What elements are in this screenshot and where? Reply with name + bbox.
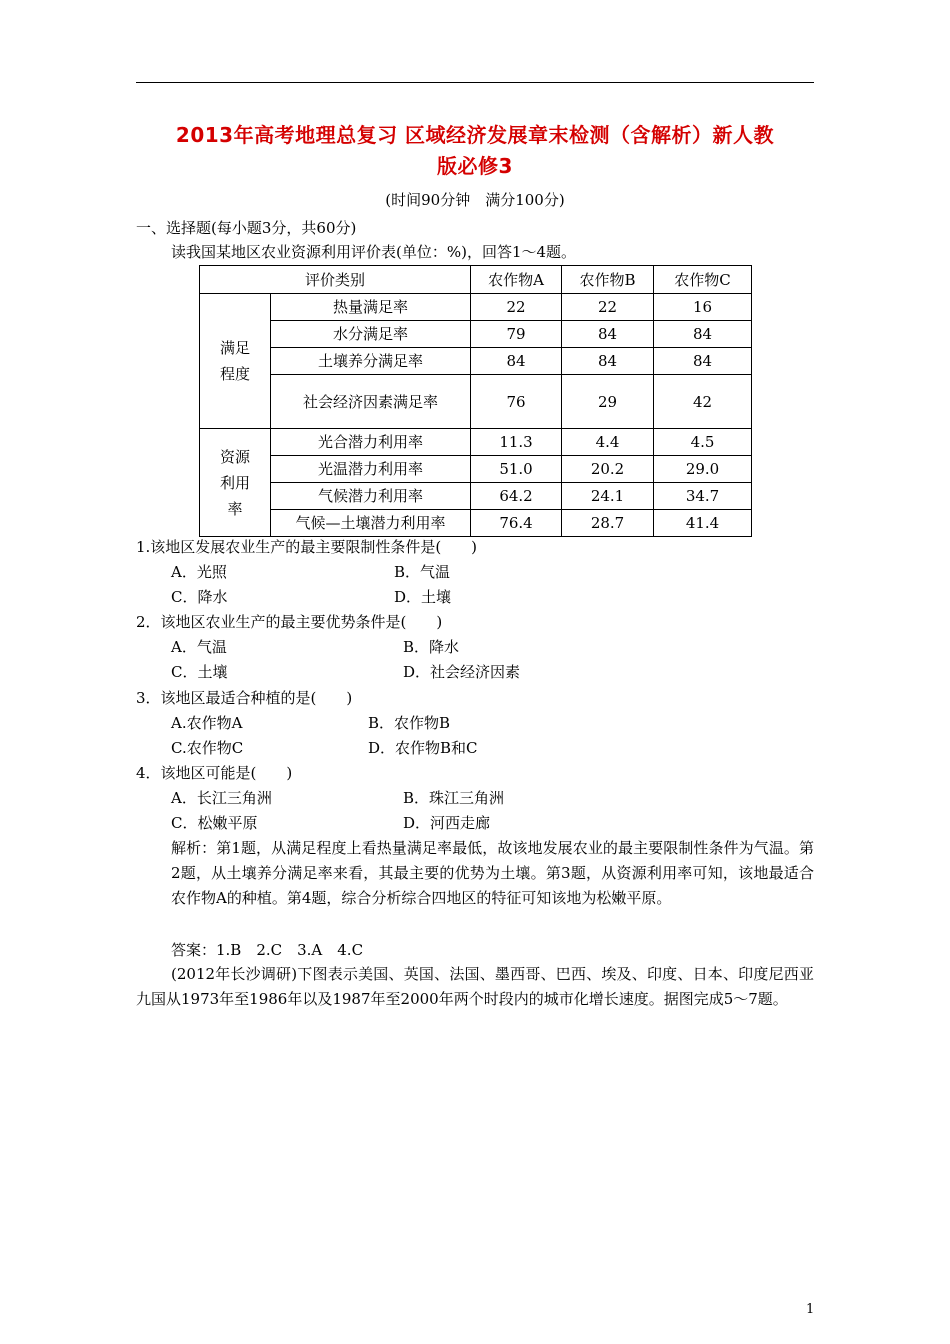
cell-value: 51.0 <box>471 456 562 483</box>
header-rule <box>136 82 814 83</box>
question-1-option-b: B．气温 <box>394 563 451 581</box>
question-3-option-d: D．农作物B和C <box>368 739 478 757</box>
page-number: 1 <box>806 1302 815 1317</box>
question-2-option-c: C．土壤 <box>171 663 228 681</box>
table-row <box>200 348 752 375</box>
question-4-option-c: C．松嫩平原 <box>171 814 258 832</box>
question-3-option-a: A.农作物A <box>171 714 243 732</box>
row-label: 气候—土壤潜力利用率 <box>271 510 471 537</box>
table-header-row <box>200 266 752 294</box>
cell-value: 42 <box>654 375 752 429</box>
question-3-stem: 3．该地区最适合种植的是( ) <box>136 689 353 707</box>
table-row <box>200 321 752 348</box>
row-label: 热量满足率 <box>271 294 471 321</box>
document-title-line-2: 版必修3 <box>437 154 513 178</box>
question-1-option-a: A．光照 <box>171 563 227 581</box>
row-label: 水分满足率 <box>271 321 471 348</box>
table-row <box>200 294 752 321</box>
question-2-option-b: B．降水 <box>403 638 460 656</box>
group-label-satisfaction-text: 满足程度 <box>219 339 250 383</box>
cell-value: 24.1 <box>562 483 654 510</box>
group-label-utilization-text: 资源利用率 <box>219 447 250 518</box>
question-1-option-c: C．降水 <box>171 588 228 606</box>
group-label-utilization <box>200 429 271 537</box>
cell-value: 76.4 <box>471 510 562 537</box>
cell-value: 4.5 <box>654 429 752 456</box>
cell-value: 22 <box>471 294 562 321</box>
cell-value: 34.7 <box>654 483 752 510</box>
row-label: 气候潜力利用率 <box>271 483 471 510</box>
header-crop-b: 农作物B <box>562 266 654 294</box>
cell-value: 84 <box>654 348 752 375</box>
question-4-stem: 4．该地区可能是( ) <box>136 764 293 782</box>
cell-value: 84 <box>471 348 562 375</box>
cell-value: 11.3 <box>471 429 562 456</box>
answer-key: 答案：1.B 2.C 3.A 4.C <box>171 941 364 959</box>
cell-value: 41.4 <box>654 510 752 537</box>
row-label: 土壤养分满足率 <box>271 348 471 375</box>
next-question-intro <box>136 962 814 1012</box>
table-row <box>200 375 752 429</box>
analysis-text: 解析：第1题，从满足程度上看热量满足率最低，故该地发展农业的最主要限制性条件为气温。第2题，从土壤养分满足率来看，其最主要的优势为土壤。第3题，从资源利用率可知，该地最适合农作物A的种植。第4题，综合分析综合四地区的特征可知该地为松嫩平原。 <box>171 839 814 907</box>
agri-resource-table <box>199 265 752 537</box>
cell-value: 76 <box>471 375 562 429</box>
cell-value: 84 <box>654 321 752 348</box>
question-4-option-d: D．河西走廊 <box>403 814 491 832</box>
header-crop-a: 农作物A <box>471 266 562 294</box>
section-heading-choice: 一、选择题(每小题3分，共60分) <box>136 219 357 237</box>
cell-value: 84 <box>562 348 654 375</box>
question-2-stem: 2．该地区农业生产的最主要优势条件是( ) <box>136 613 443 631</box>
question-4-option-a: A．长江三角洲 <box>171 789 272 807</box>
cell-value: 4.4 <box>562 429 654 456</box>
table-row <box>200 456 752 483</box>
cell-value: 20.2 <box>562 456 654 483</box>
question-1-option-d: D．土壤 <box>394 588 452 606</box>
cell-value: 22 <box>562 294 654 321</box>
question-3-option-b: B．农作物B <box>368 714 451 732</box>
question-2-option-d: D．社会经济因素 <box>403 663 521 681</box>
question-3-option-c: C.农作物C <box>171 739 244 757</box>
cell-value: 29 <box>562 375 654 429</box>
table-row <box>200 429 752 456</box>
table-row <box>200 510 752 537</box>
question-1-stem: 1.该地区发展农业生产的最主要限制性条件是( ) <box>136 538 478 556</box>
analysis-paragraph <box>171 836 814 911</box>
header-category: 评价类别 <box>200 266 471 294</box>
exam-duration-and-score: (时间90分钟 满分100分) <box>385 191 565 209</box>
table-row <box>200 483 752 510</box>
next-question-intro-text: (2012年长沙调研)下图表示美国、英国、法国、墨西哥、巴西、埃及、印度、日本、印度尼西亚九国从1973年至1986年以及1987年至2000年两个时段内的城市化增长速度。据图完成5～7题。 <box>136 965 814 1008</box>
question-2-option-a: A．气温 <box>171 638 227 656</box>
group-label-satisfaction <box>200 294 271 429</box>
document-title-line-1: 2013年高考地理总复习 区域经济发展章末检测（含解析）新人教 <box>175 123 775 147</box>
cell-value: 16 <box>654 294 752 321</box>
cell-value: 64.2 <box>471 483 562 510</box>
cell-value: 84 <box>562 321 654 348</box>
cell-value: 29.0 <box>654 456 752 483</box>
table-intro: 读我国某地区农业资源利用评价表(单位：%)，回答1～4题。 <box>171 243 577 261</box>
question-4-option-b: B．珠江三角洲 <box>403 789 505 807</box>
cell-value: 28.7 <box>562 510 654 537</box>
header-crop-c: 农作物C <box>654 266 752 294</box>
row-label: 光温潜力利用率 <box>271 456 471 483</box>
row-label: 光合潜力利用率 <box>271 429 471 456</box>
cell-value: 79 <box>471 321 562 348</box>
row-label: 社会经济因素满足率 <box>271 375 471 429</box>
